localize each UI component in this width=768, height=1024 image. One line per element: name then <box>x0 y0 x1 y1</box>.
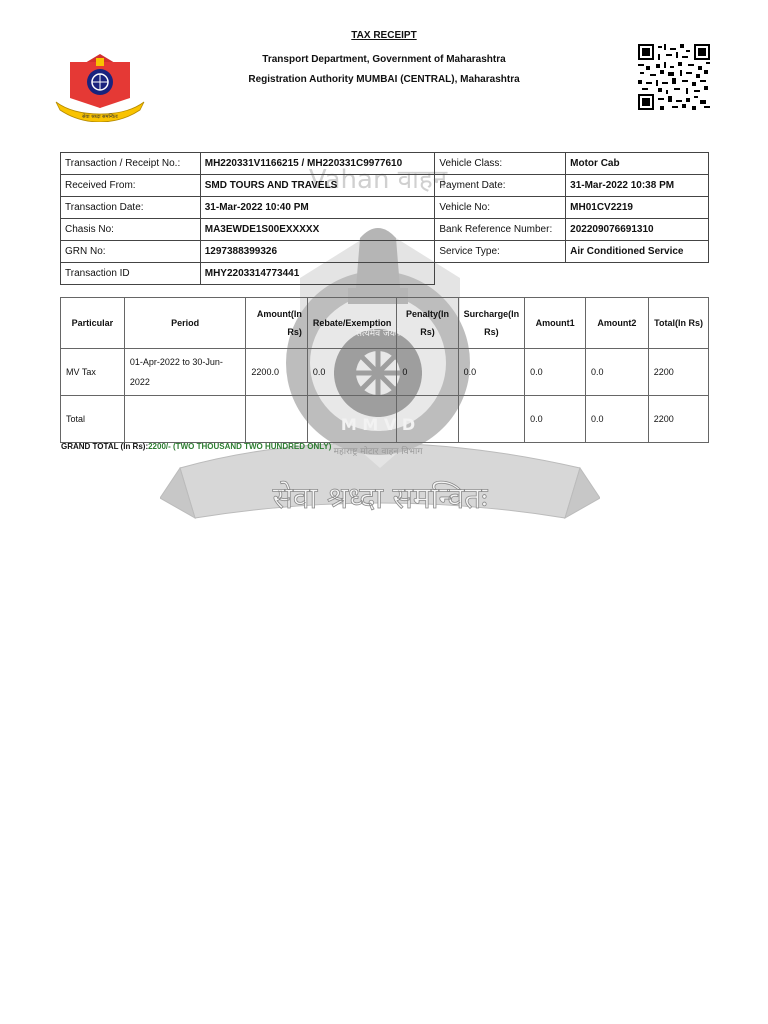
bank-ref-label: Bank Reference Number: <box>435 219 566 241</box>
table-row <box>61 396 709 443</box>
grn-label: GRN No: <box>61 241 201 263</box>
service-type-value: Air Conditioned Service <box>566 241 709 263</box>
table-row <box>61 197 709 219</box>
tax-table <box>60 297 709 443</box>
table-cell <box>458 396 525 443</box>
watermark-motto: सेवा श्रध्दा समन्वितः <box>272 481 488 516</box>
table-cell: 01-Apr-2022 to 30-Jun-2022 <box>124 349 246 396</box>
table-cell <box>246 396 307 443</box>
authority-line: Registration Authority MUMBAI (CENTRAL), Maharashtra <box>248 74 520 85</box>
grand-total-amount: 2200/- (TWO THOUSAND TWO HUNDRED ONLY) <box>148 442 332 451</box>
grand-total-label: GRAND TOTAL (In Rs): <box>61 442 149 451</box>
payment-date-value: 31-Mar-2022 10:38 PM <box>566 175 709 197</box>
table-cell <box>307 396 397 443</box>
col-header: Period <box>124 298 246 349</box>
col-header: Total(In Rs) <box>648 298 708 349</box>
watermark-wheel-text: M M V D <box>340 415 416 434</box>
chasis-value: MA3EWDE1S00EXXXXX <box>200 219 435 241</box>
table-cell: 0.0 <box>458 349 525 396</box>
table-cell: 0.0 <box>525 396 586 443</box>
col-header: Surcharge(In Rs) <box>458 298 525 349</box>
transaction-id-value: MHY2203314773441 <box>200 263 435 285</box>
watermark-vahan: Vahan वाहन <box>308 168 448 195</box>
grn-value: 1297388399326 <box>200 241 435 263</box>
vehicle-class-label: Vehicle Class: <box>435 153 566 175</box>
table-cell <box>124 396 246 443</box>
table-row <box>61 153 709 175</box>
table-cell: 2200 <box>648 349 708 396</box>
department-line: Transport Department, Government of Maharashtra <box>262 54 506 65</box>
col-header: Rebate/Exemption <box>307 298 397 349</box>
payment-date-label: Payment Date: <box>435 175 566 197</box>
col-header: Amount2 <box>586 298 649 349</box>
table-row <box>61 175 709 197</box>
table-cell: 2200 <box>648 396 708 443</box>
table-cell: Total <box>61 396 125 443</box>
table-row <box>61 219 709 241</box>
table-cell: 2200.0 <box>246 349 307 396</box>
grand-total <box>61 442 331 451</box>
logo-motto: सेवा श्रध्दा समन्वितः <box>82 114 118 120</box>
col-header: Particular <box>61 298 125 349</box>
col-header: Amount(In Rs) <box>246 298 307 349</box>
bank-ref-value: 202209076691310 <box>566 219 709 241</box>
receipt-title: TAX RECEIPT <box>351 30 417 41</box>
table-cell: 0.0 <box>307 349 397 396</box>
received-from-label: Received From: <box>61 175 201 197</box>
table-cell: 0.0 <box>525 349 586 396</box>
chasis-label: Chasis No: <box>61 219 201 241</box>
watermark-subtext: महाराष्ट्र मोटार वाहन विभाग <box>333 447 423 457</box>
service-type-label: Service Type: <box>435 241 566 263</box>
watermark-emblem-text: सत्यमेव जयते <box>355 329 401 339</box>
table-row <box>61 349 709 396</box>
transaction-receipt-value: MH220331V1166215 / MH220331C9977610 <box>200 153 435 175</box>
transaction-receipt-label: Transaction / Receipt No.: <box>61 153 201 175</box>
table-cell: 0.0 <box>586 396 649 443</box>
col-header: Penalty(In Rs) <box>397 298 458 349</box>
table-row <box>61 263 709 285</box>
blank-cell <box>435 263 709 285</box>
vehicle-class-value: Motor Cab <box>566 153 709 175</box>
received-from-value: SMD TOURS AND TRAVELS <box>200 175 435 197</box>
receipt-info-table <box>60 152 709 285</box>
table-cell: MV Tax <box>61 349 125 396</box>
table-cell: 0.0 <box>586 349 649 396</box>
table-header-row <box>61 298 709 349</box>
transaction-id-label: Transaction ID <box>61 263 201 285</box>
transaction-date-value: 31-Mar-2022 10:40 PM <box>200 197 435 219</box>
vehicle-no-value: MH01CV2219 <box>566 197 709 219</box>
vehicle-no-label: Vehicle No: <box>435 197 566 219</box>
col-header: Amount1 <box>525 298 586 349</box>
transaction-date-label: Transaction Date: <box>61 197 201 219</box>
table-cell: 0 <box>397 349 458 396</box>
table-row <box>61 241 709 263</box>
table-cell <box>397 396 458 443</box>
